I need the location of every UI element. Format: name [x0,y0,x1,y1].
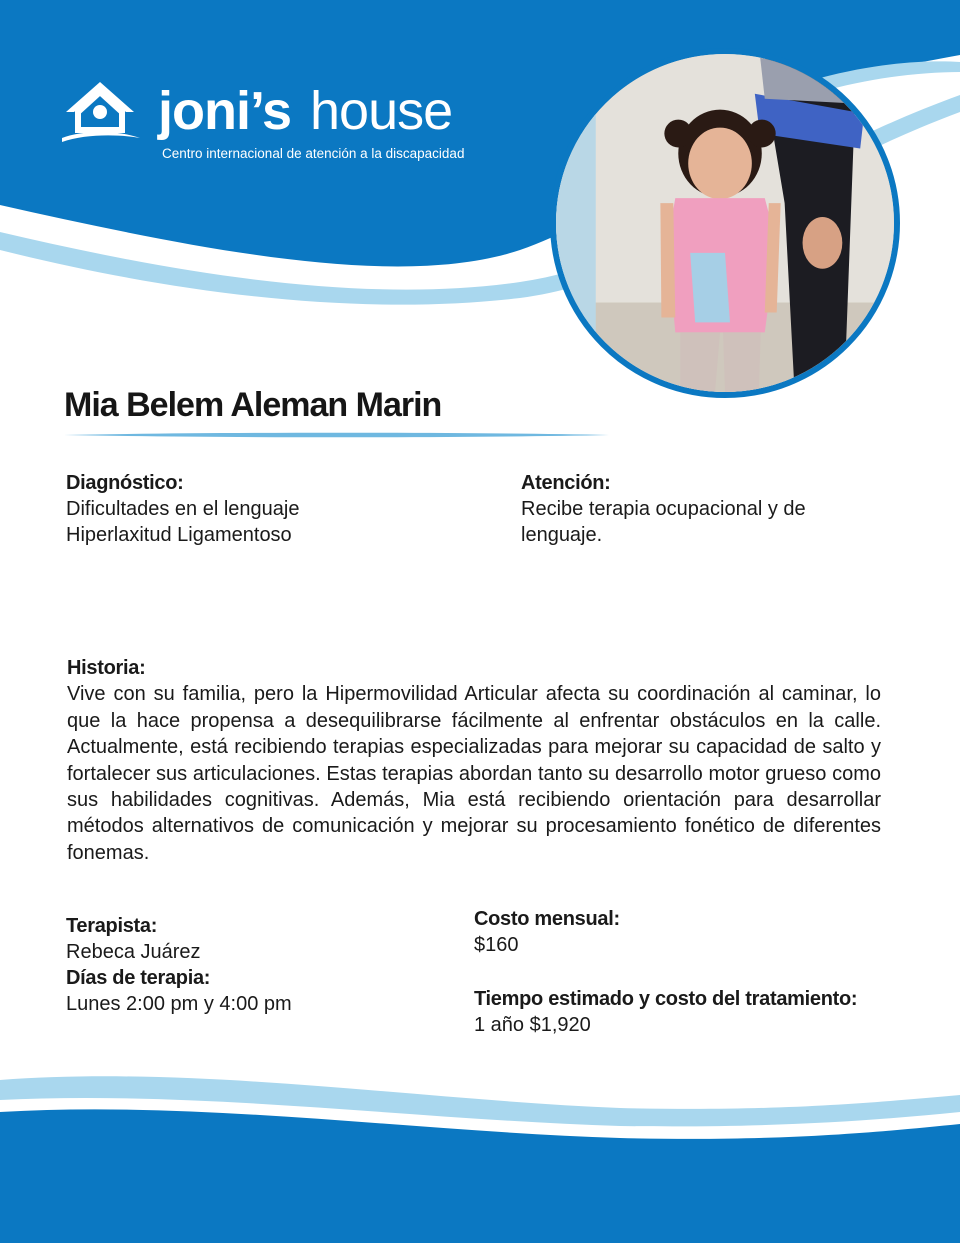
child-portrait-photo [550,48,900,398]
history-section [67,655,881,866]
monthly-cost-label: Costo mensual: [474,908,620,930]
brand-logo [62,78,482,178]
name-underline [64,432,609,438]
brand-name-light: house [310,81,453,141]
child-name: Mia Belem Aleman Marin [64,386,442,424]
attention-line: lenguaje. [521,524,603,546]
history-text: Vive con su familia, pero la Hipermovilidad Articular afecta su coordinación al caminar, lo que la hace propensa a desequilibrarse fácilmente al enfrentar obstáculos en la calle. Actualmente, está recibiendo terapias especializadas para mejorar su capacidad de salto y fortalecer sus articulaciones. Estas terapias abordan tanto su desarrollo motor grueso como sus habilidades cognitivas. Además, Mia está recibiendo orientación para desarrollar métodos alternativos de comunicación y mejorar su procesamiento fonético de diferentes fonemas. [67,683,881,864]
house-with-person-logo-icon [62,78,142,148]
therapist-value: Rebeca Juárez [66,941,201,963]
monthly-cost-value: $160 [474,934,519,956]
history-label: Historia: [67,657,146,679]
monthly-cost-section [474,906,914,958]
treatment-estimate-section [474,986,914,1038]
therapist-section [66,913,446,1017]
attention-section [521,470,901,548]
attention-label: Atención: [521,472,611,494]
therapy-days-label: Días de terapia: [66,967,211,989]
brand-tagline: Centro internacional de atención a la discapacidad [162,146,465,161]
therapist-label: Terapista: [66,915,158,937]
diagnosis-line: Hiperlaxitud Ligamentoso [66,524,292,546]
treatment-estimate-value: 1 año $1,920 [474,1014,591,1036]
therapy-days-value: Lunes 2:00 pm y 4:00 pm [66,993,292,1015]
treatment-estimate-label: Tiempo estimado y costo del tratamiento: [474,988,858,1010]
brand-name-bold: joni’s [158,81,292,141]
diagnosis-section [66,470,466,548]
diagnosis-line: Dificultades en el lenguaje [66,498,300,520]
attention-line: Recibe terapia ocupacional y de [521,498,806,520]
diagnosis-label: Diagnóstico: [66,472,184,494]
